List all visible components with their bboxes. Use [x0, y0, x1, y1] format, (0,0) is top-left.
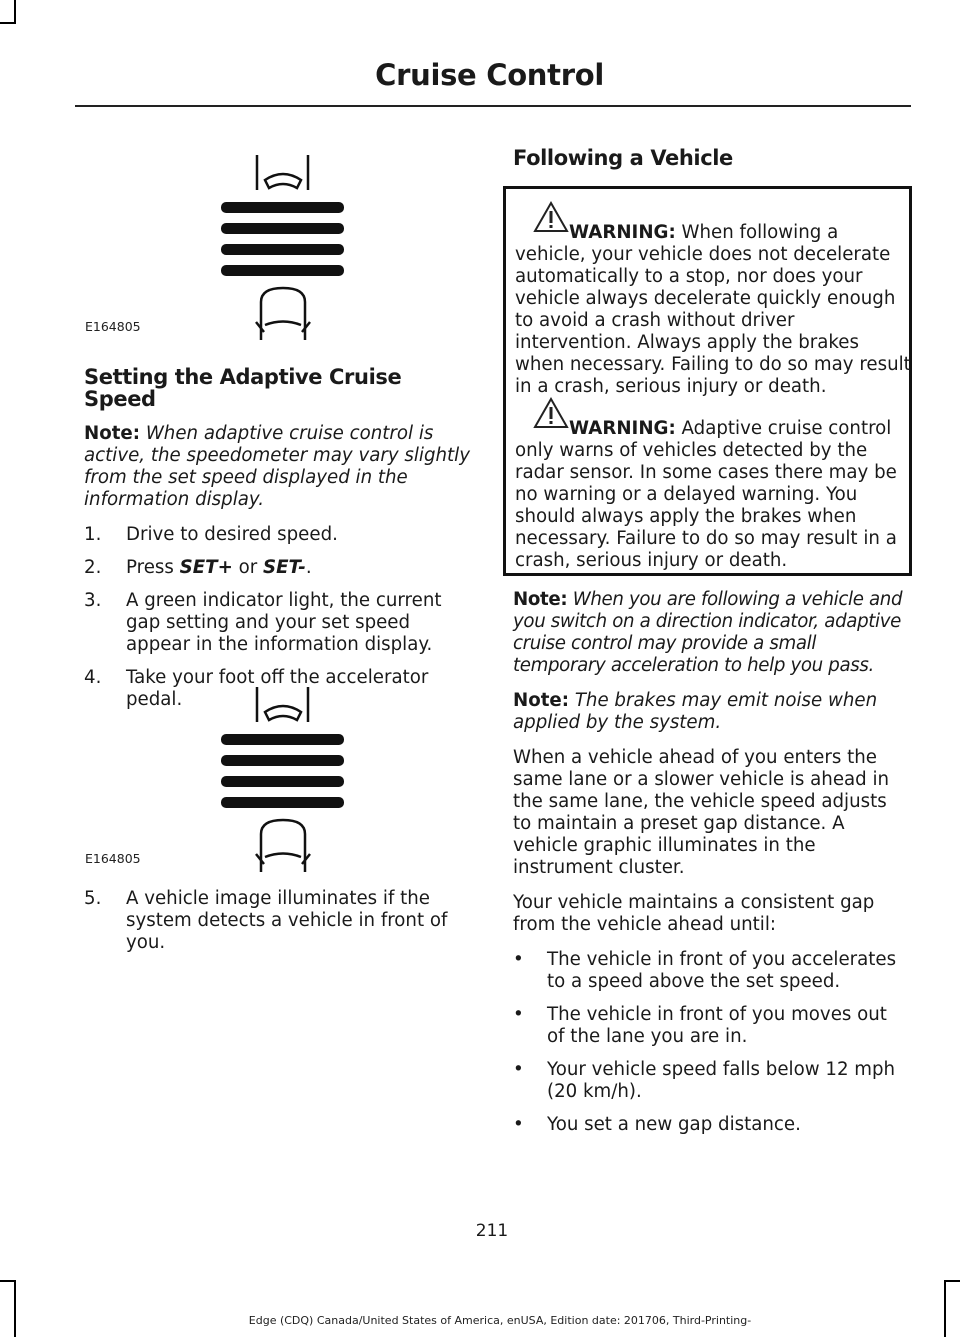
section-heading: Setting the Adaptive Cruise Speed	[84, 365, 402, 411]
bullet-text: The vehicle in front of you accelerates to a speed above the set speed.	[547, 949, 897, 992]
vehicle-graphic-figure	[75, 682, 475, 872]
bullet: •	[513, 1059, 524, 1080]
gap-setting-figure	[75, 150, 475, 340]
list-item	[513, 1059, 906, 1103]
note-label: Note:	[513, 589, 568, 610]
warning-text	[515, 222, 911, 398]
note-label: Note:	[84, 423, 141, 444]
note	[84, 423, 476, 511]
step-text: or	[232, 557, 263, 578]
note-label: Note:	[513, 690, 570, 711]
list-item	[513, 949, 906, 993]
page-number: 211	[475, 1221, 509, 1241]
warning-box	[503, 186, 912, 576]
crop-mark	[944, 1280, 960, 1282]
section-heading: Following a Vehicle	[513, 146, 733, 170]
header-divider	[75, 105, 911, 107]
bullet: •	[513, 1004, 524, 1025]
bullet-text: The vehicle in front of you moves out of the lane you are in.	[547, 1004, 887, 1047]
warning-label: WARNING:	[569, 418, 676, 439]
bullet-text: You set a new gap distance.	[547, 1114, 801, 1135]
paragraph: When a vehicle ahead of you enters the same lane or a slower vehicle is ahead in the same lane, the vehicle speed adjusts to maintain a preset gap distance. A vehicle graphic illuminates in the instrument cluster.	[513, 747, 890, 878]
step-number: 3.	[84, 590, 102, 611]
page-title: Cruise Control	[375, 58, 604, 92]
left-column	[84, 366, 476, 722]
crop-mark	[0, 22, 16, 24]
bullet-text: Your vehicle speed falls below 12 mph (20 km/h).	[547, 1059, 896, 1102]
list-item	[513, 1004, 906, 1048]
warning-body: Adaptive cruise control only warns of vehicles detected by the radar sensor. In some cases there may be no warning or a delayed warning. You should always apply the brakes when necessary. Failure to do so may result in a crash, serious injury or death.	[515, 418, 897, 571]
step-text: .	[305, 557, 312, 578]
step-number: 5.	[84, 888, 102, 909]
paragraph: Your vehicle maintains a consistent gap from the vehicle ahead until:	[513, 892, 875, 935]
crop-mark	[0, 1280, 16, 1282]
crop-mark	[14, 1280, 16, 1337]
gap-distance-bars-icon	[75, 682, 475, 872]
warning-text	[515, 418, 911, 572]
warning-body: When following a vehicle, your vehicle does not decelerate automatically to a stop, nor does your vehicle always decelerate quickly enough to avoid a crash without driver intervention. Always apply the brakes when necessary. Failing to do so may result in a crash, serious injury or death.	[515, 222, 911, 397]
warning-label: WARNING:	[569, 222, 676, 243]
set-minus-label: SET-	[263, 557, 306, 578]
note-text: When adaptive cruise control is active, the speedometer may vary slightly from the set speed displayed in the information display.	[84, 423, 470, 510]
right-column	[513, 589, 906, 1147]
list-item	[84, 590, 476, 656]
left-column-continued	[84, 888, 476, 965]
step-text: Take your foot off the accelerator pedal.	[126, 667, 429, 710]
note-text: When you are following a vehicle and you switch on a direction indicator, adaptive cruise control may provide a small temporary acceleration to help you pass.	[513, 589, 903, 676]
note	[513, 589, 906, 677]
footer-text: Edge (CDQ) Canada/United States of America, enUSA, Edition date: 201706, Third-Printing-	[248, 1314, 752, 1327]
step-number: 1.	[84, 524, 102, 545]
figure-code: E164805	[85, 319, 141, 334]
bullet: •	[513, 949, 524, 970]
crop-mark	[14, 0, 16, 22]
note	[513, 690, 906, 734]
bullet: •	[513, 1114, 524, 1135]
figure-code: E164805	[85, 851, 141, 866]
note-text: The brakes may emit noise when applied by the system.	[513, 690, 878, 733]
step-text: Drive to desired speed.	[126, 524, 338, 545]
step-text: A green indicator light, the current gap setting and your set speed appear in the information display.	[126, 590, 442, 655]
list-item	[513, 1114, 906, 1136]
step-text: Press	[126, 557, 180, 578]
list-item	[84, 888, 476, 954]
step-number: 4.	[84, 667, 102, 688]
set-plus-label: SET+	[179, 557, 233, 578]
gap-distance-bars-icon	[75, 150, 475, 340]
crop-mark	[944, 1280, 946, 1337]
list-item	[84, 524, 476, 546]
list-item	[84, 557, 476, 579]
step-text: A vehicle image illuminates if the system detects a vehicle in front of you.	[126, 888, 448, 953]
step-number: 2.	[84, 557, 102, 578]
